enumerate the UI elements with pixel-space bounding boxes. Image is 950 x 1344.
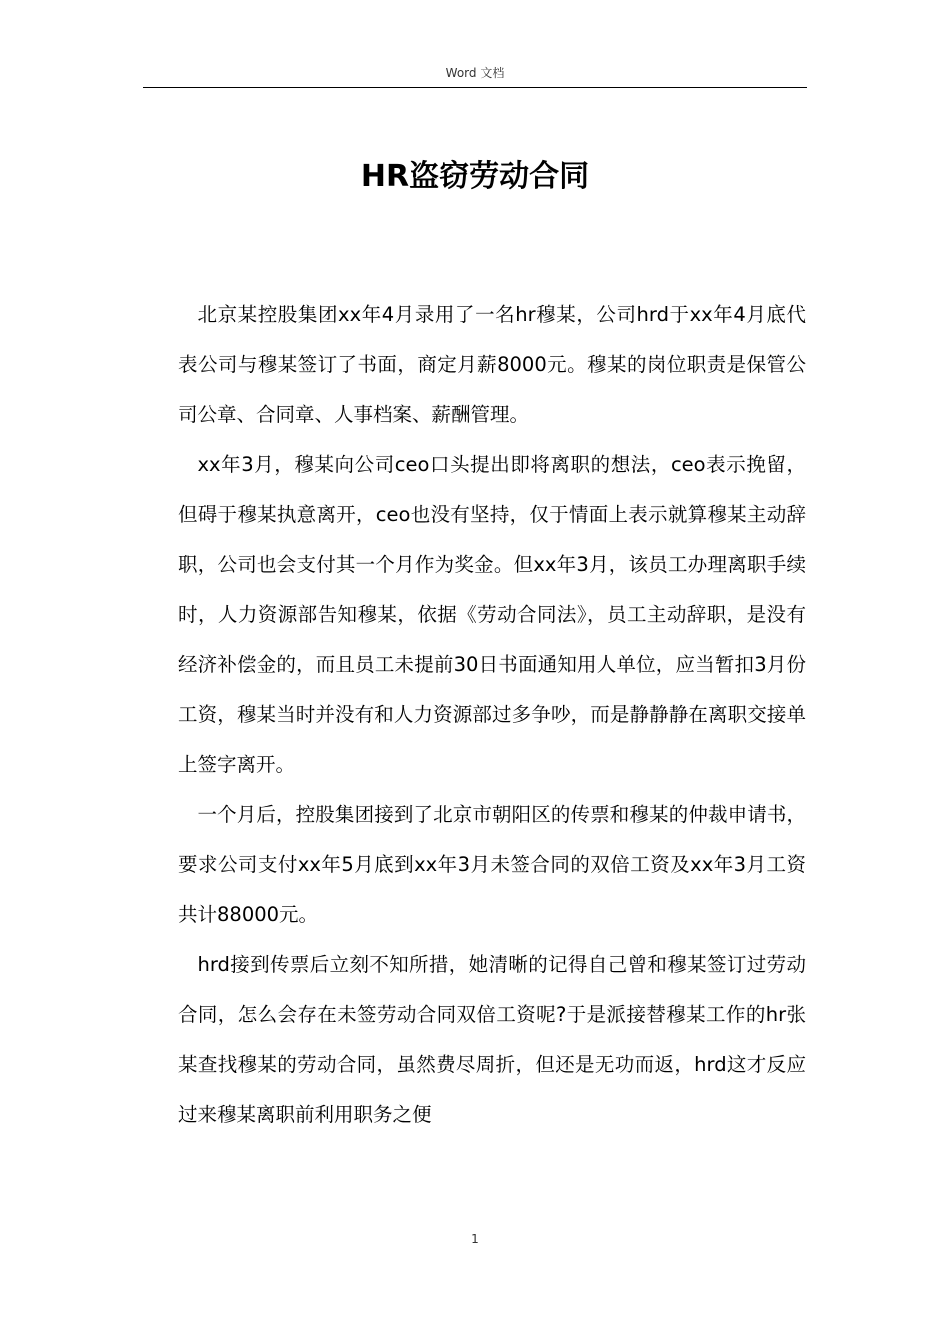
paragraph: 一个月后，控股集团接到了北京市朝阳区的传票和穆某的仲裁申请书，要求公司支付xx年5月底到xx年3月未签合同的双倍工资及xx年3月工资共计88000元。	[178, 803, 806, 926]
document-title: HR盗窃劳动合同	[360, 159, 590, 194]
header-divider	[143, 87, 807, 88]
page-number: 1	[471, 1232, 479, 1246]
paragraph: hrd接到传票后立刻不知所措，她清晰的记得自己曾和穆某签订过劳动合同，怎么会存在未签劳动合同双倍工资呢?于是派接替穆某工作的hr张某查找穆某的劳动合同，虽然费尽周折，但还是无功而返，hrd这才反应过来穆某离职前利用职务之便	[178, 953, 806, 1126]
document-body	[178, 290, 806, 1140]
paragraph: 北京某控股集团xx年4月录用了一名hr穆某，公司hrd于xx年4月底代表公司与穆某签订了书面，商定月薪8000元。穆某的岗位职责是保管公司公章、合同章、人事档案、薪酬管理。	[178, 303, 806, 426]
page-header: Word 文档	[445, 66, 505, 80]
paragraph: xx年3月，穆某向公司ceo口头提出即将离职的想法，ceo表示挽留，但碍于穆某执意离开，ceo也没有坚持，仅于情面上表示就算穆某主动辞职，公司也会支付其一个月作为奖金。但xx年3月，该员工办理离职手续时，人力资源部告知穆某，依据《劳动合同法》，员工主动辞职，是没有经济补偿金的，而且员工未提前30日书面通知用人单位，应当暂扣3月份工资，穆某当时并没有和人力资源部过多争吵，而是静静静在离职交接单上签字离开。	[178, 453, 806, 776]
